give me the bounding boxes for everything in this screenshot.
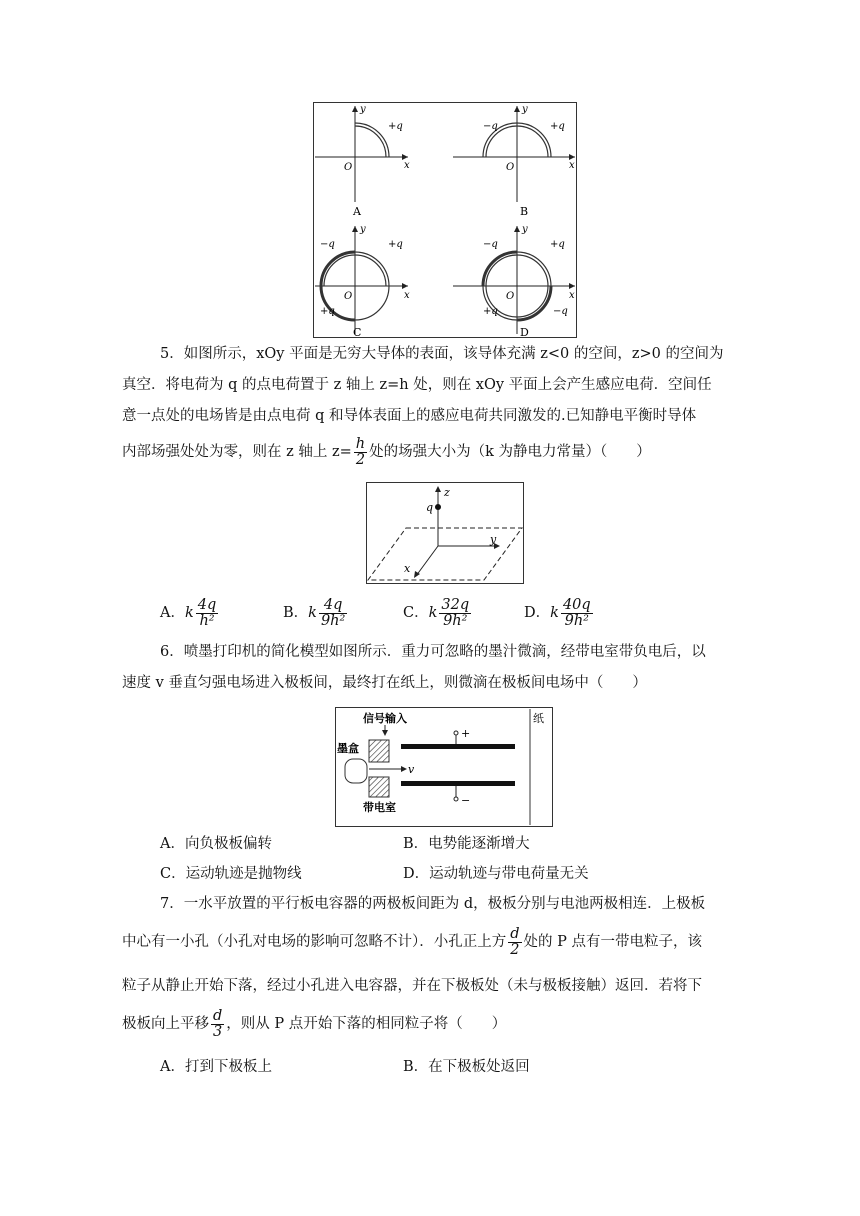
q5-line-1: 5．如图所示，xOy 平面是无穷大导体的表面，该导体充满 z<0 的空间，z>0 的空间为 xyxy=(160,346,724,362)
axis-y-c: y xyxy=(360,224,366,235)
panel-label-c: C xyxy=(353,326,362,338)
panel-label-d: D xyxy=(520,326,529,338)
q5-line-4a: 内部场强处处为零，则在 z 轴上 z= xyxy=(122,444,352,460)
q7-line-3: 粒子从静止开始下落，经过小孔进入电容器，并在下极板处（未与极板接触）返回．若将下 xyxy=(122,978,702,994)
q7-line-4 xyxy=(122,1004,506,1044)
q7-line-2a: 中心有一小孔（小孔对电场的影响可忽略不计）．小孔正上方 xyxy=(122,934,507,950)
charge-b-1: −q xyxy=(483,121,498,132)
panel-d xyxy=(453,224,575,338)
charge-d-4: −q xyxy=(553,306,568,317)
q5-option-d[interactable]: D．k $\frac{40q}{\text{9h²}}$ xyxy=(524,596,591,629)
axis-z-label: z xyxy=(444,486,450,499)
origin-b: O xyxy=(506,162,515,173)
charge-q-label: q xyxy=(426,501,434,514)
origin-d: O xyxy=(506,291,515,302)
q5-line-4b: 处的场强大小为（k 为静电力常量）（ ） xyxy=(369,444,651,460)
charge-a-1: +q xyxy=(388,121,403,132)
axis-y-d: y xyxy=(522,224,528,235)
charge-c-1: −q xyxy=(320,239,335,250)
minus-terminal-label: − xyxy=(461,794,471,807)
charge-b-2: +q xyxy=(550,121,565,132)
q5-option-c[interactable]: C．k $\frac{32q}{\text{9h²}}$ xyxy=(403,596,470,629)
axis-x-c: x xyxy=(404,290,410,301)
origin-a: O xyxy=(344,162,353,173)
q5-option-a[interactable]: A．k $\frac{4q}{\text{h²}}$ xyxy=(160,596,217,629)
q7-line-4b: ，则从 P 点开始下落的相同粒子将（ ） xyxy=(226,1016,507,1032)
q7-line-1: 7．一水平放置的平行板电容器的两极板间距为 d，极板分别与电池两极相连．上极板 xyxy=(160,896,706,912)
q7-option-b[interactable]: B．在下极板处返回 xyxy=(403,1059,530,1075)
axis-x-d: x xyxy=(569,290,575,301)
q6-option-c[interactable]: C．运动轨迹是抛物线 xyxy=(160,866,302,882)
panel-b xyxy=(453,104,575,218)
q7-fraction-d-3: $\frac{d}{3}$ xyxy=(213,1007,223,1040)
q6-option-d[interactable]: D．运动轨迹与带电荷量无关 xyxy=(403,866,589,882)
origin-c: O xyxy=(344,291,353,302)
paper-label: 纸 xyxy=(533,712,544,725)
charge-c-2: +q xyxy=(388,239,403,250)
plus-terminal-label: + xyxy=(461,727,471,740)
panel-label-a: A xyxy=(353,205,361,218)
q5-line-4 xyxy=(122,432,651,472)
q7-option-a[interactable]: A．打到下极板上 xyxy=(160,1059,272,1075)
q7-line-4a: 极板向上平移 xyxy=(122,1016,209,1032)
signal-input-label: 信号输入 xyxy=(363,712,407,725)
q7-line-2 xyxy=(122,922,702,962)
q7-line-2b: 处的 P 点有一带电粒子，该 xyxy=(523,934,703,950)
figure-conductor-plane xyxy=(366,482,524,584)
q6-line-2: 速度 v 垂直匀强电场进入极板间，最终打在纸上，则微滴在极板间电场中（ ） xyxy=(122,675,647,691)
q6-line-1: 6．喷墨打印机的简化模型如图所示．重力可忽略的墨汁微滴，经带电室带负电后，以 xyxy=(160,644,706,660)
charge-d-1: −q xyxy=(483,239,498,250)
panel-c xyxy=(315,224,410,338)
q6-option-a[interactable]: A．向负极板偏转 xyxy=(160,836,272,852)
charge-c-3: +q xyxy=(320,306,335,317)
charging-chamber-label: 带电室 xyxy=(363,801,396,814)
axis-x-label: x xyxy=(404,562,411,575)
panel-label-b: B xyxy=(520,205,529,218)
axis-y-a: y xyxy=(360,104,366,115)
axis-x-a: x xyxy=(404,160,410,171)
axis-y-b: y xyxy=(522,104,528,115)
axis-y-label: y xyxy=(490,533,497,546)
figure-charge-arcs xyxy=(313,102,577,338)
q7-fraction-d-2: $\frac{d}{2}$ xyxy=(510,925,520,958)
axis-x-b: x xyxy=(569,160,575,171)
charge-d-2: +q xyxy=(550,239,565,250)
q5-line-2: 真空．将电荷为 q 的点电荷置于 z 轴上 z=h 处，则在 xOy 平面上会产生感应电荷．空间任 xyxy=(122,377,712,393)
q6-option-b[interactable]: B．电势能逐渐增大 xyxy=(403,836,530,852)
figure-inkjet-printer xyxy=(335,707,553,827)
q5-option-b[interactable]: B．k $\frac{4q}{\text{9h²}}$ xyxy=(283,596,346,629)
q5-fraction-h-2: $\frac{h}{2}$ xyxy=(355,435,366,468)
ink-box-label: 墨盒 xyxy=(337,742,359,755)
velocity-label: v xyxy=(408,763,415,776)
q5-line-3: 意一点处的电场皆是由点电荷 q 和导体表面上的感应电荷共同激发的.已知静电平衡时导体 xyxy=(122,408,697,424)
panel-a xyxy=(315,104,410,218)
charge-d-3: +q xyxy=(483,306,498,317)
